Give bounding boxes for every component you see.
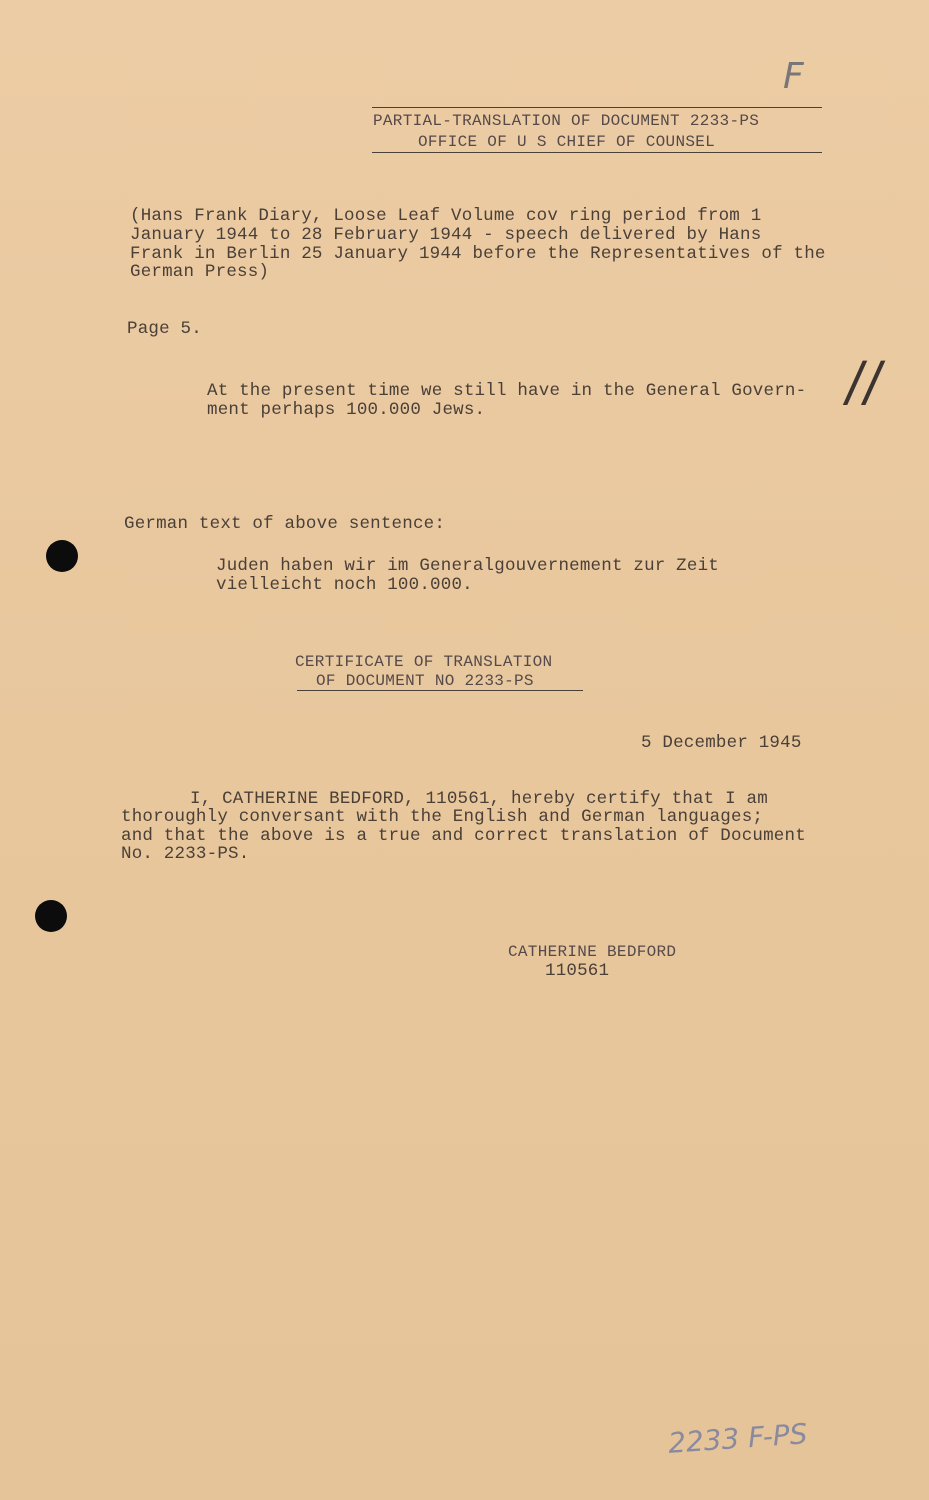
certificate-title-rule: [297, 690, 583, 691]
punch-hole-top: [46, 540, 78, 572]
certificate-title-line-2: OF DOCUMENT NO 2233-PS: [316, 672, 534, 690]
source-note-line-3: Frank in Berlin 25 January 1944 before the Representatives of the: [130, 244, 826, 264]
german-text-line-1: Juden haben wir im Generalgouvernement zur Zeit: [216, 556, 719, 576]
corner-handwritten-mark: F: [783, 56, 804, 97]
german-text-line-2: vielleicht noch 100.000.: [216, 575, 473, 595]
header-rule-top: [372, 107, 822, 108]
header-rule-bottom: [372, 152, 822, 153]
page-reference: Page 5.: [127, 319, 202, 339]
punch-hole-bottom: [35, 900, 67, 932]
source-note-line-2: January 1944 to 28 February 1944 - speech delivered by Hans: [130, 225, 762, 245]
excerpt-line-2: ment perhaps 100.000 Jews.: [207, 400, 486, 420]
certificate-date: 5 December 1945: [641, 733, 802, 753]
certificate-title-line-1: CERTIFICATE OF TRANSLATION: [295, 653, 553, 671]
header-line-2: OFFICE OF U S CHIEF OF COUNSEL: [418, 133, 716, 151]
certificate-body-line-2: thoroughly conversant with the English and German languages;: [121, 807, 764, 827]
certificate-body-line-3: and that the above is a true and correct translation of Document: [121, 826, 806, 846]
header-line-1: PARTIAL-TRANSLATION OF DOCUMENT 2233-PS: [373, 112, 760, 130]
certificate-body-line-4: No. 2233-PS.: [121, 844, 250, 864]
signer-name: CATHERINE BEDFORD: [508, 943, 677, 961]
source-note-line-4: German Press): [130, 262, 270, 282]
excerpt-line-1: At the present time we still have in the General Govern-: [207, 381, 807, 401]
certificate-body-line-1: I, CATHERINE BEDFORD, 110561, hereby certify that I am: [190, 789, 768, 809]
source-note-line-1: (Hans Frank Diary, Loose Leaf Volume cov ring period from 1: [130, 206, 762, 226]
german-label: German text of above sentence:: [124, 514, 446, 534]
signer-number: 110561: [545, 961, 610, 981]
margin-bracket-mark: //: [841, 350, 887, 413]
handwritten-document-reference: 2233 F-PS: [667, 1417, 809, 1460]
